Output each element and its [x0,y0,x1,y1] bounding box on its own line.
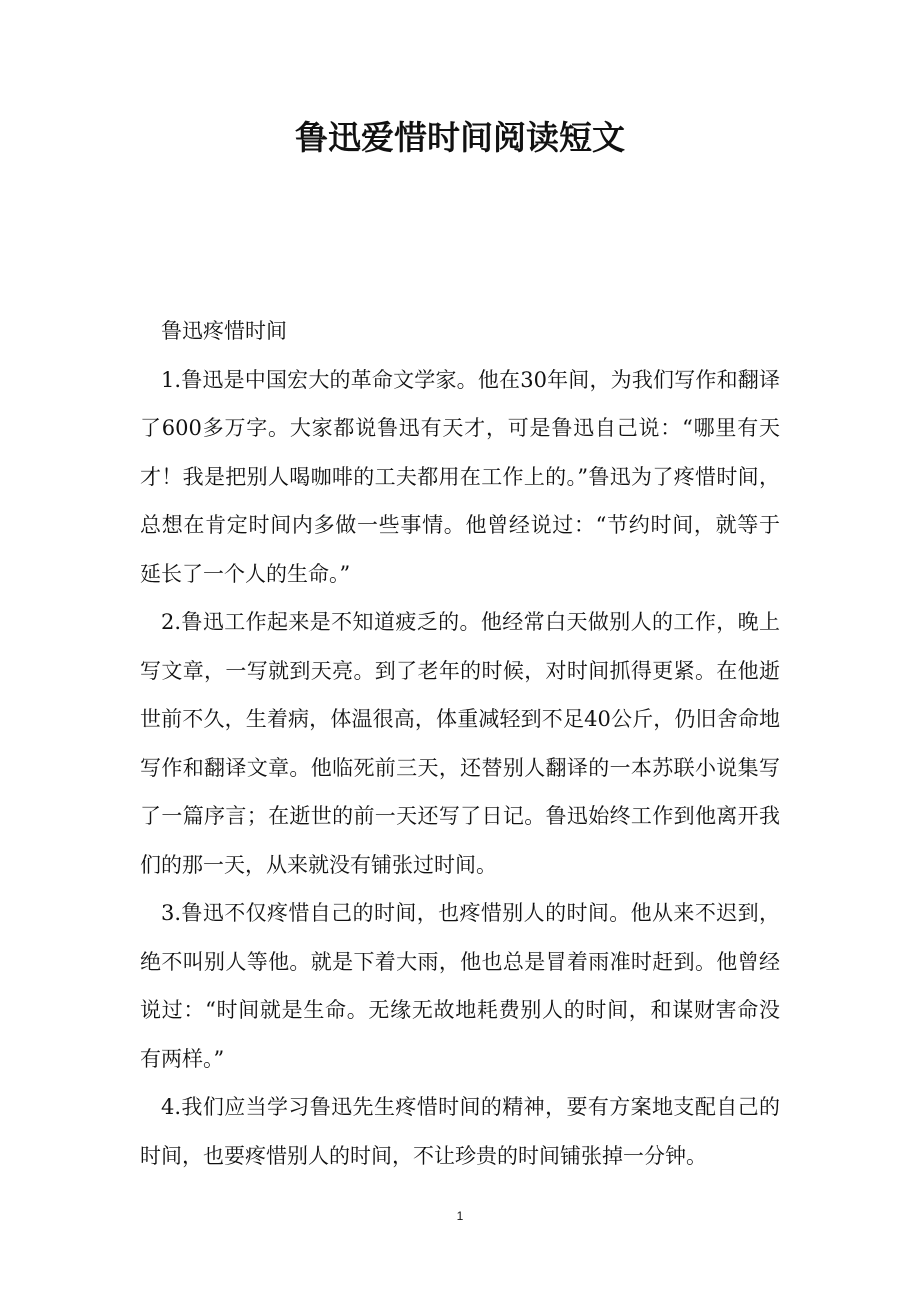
section-heading: 鲁迅疼惜时间 [161,319,287,343]
paragraph-1: 1.鲁迅是中国宏大的革命文学家。他在30年间，为我们写作和翻译了600多万字。大家都说鲁迅有天才，可是鲁迅自己说：“哪里有天才！我是把别人喝咖啡的工夫都用在工作上的。”鲁迅为了疼惜时间，总想在肯定时间内多做一些事情。他曾经说过：“节约时间，就等于延长了一个人的生命。” [140,367,780,586]
page-title: 鲁迅爱惜时间阅读短文 [295,118,625,157]
article-body [140,307,780,1180]
paragraph-2: 2.鲁迅工作起来是不知道疲乏的。他经常白天做别人的工作，晚上写文章，一写就到天亮。到了老年的时候，对时间抓得更紧。在他逝世前不久，生着病，体温很高，体重减轻到不足40公斤，仍旧舍命地写作和翻译文章。他临死前三天，还替别人翻译的一本苏联小说集写了一篇序言；在逝世的前一天还写了日记。鲁迅始终工作到他离开我们的那一天，从来就没有铺张过时间。 [140,610,780,877]
page-number: 1 [456,1209,464,1223]
paragraph-4: 4.我们应当学习鲁迅先生疼惜时间的精神，要有方案地支配自己的时间，也要疼惜别人的时间，不让珍贵的时间铺张掉一分钟。 [140,1095,780,1168]
paragraph-3: 3.鲁迅不仅疼惜自己的时间，也疼惜别人的时间。他从来不迟到，绝不叫别人等他。就是下着大雨，他也总是冒着雨准时赶到。他曾经说过：“时间就是生命。无缘无故地耗费别人的时间，和谋财害命没有两样。” [140,901,780,1071]
